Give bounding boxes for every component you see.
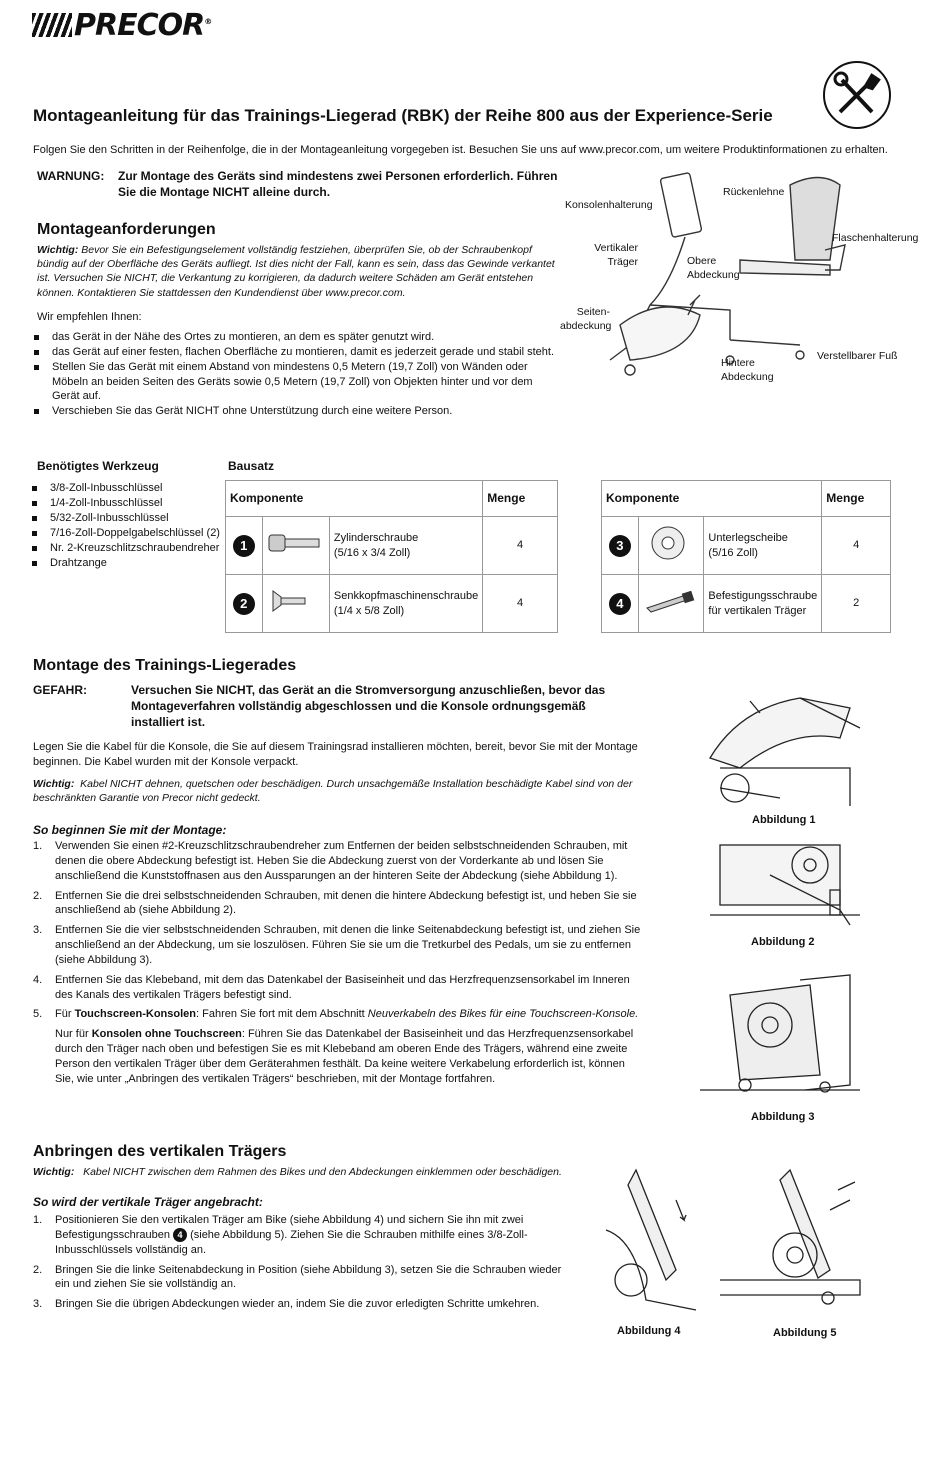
step-item [33, 1263, 578, 1293]
figure-5-caption: Abbildung 5 [773, 1327, 837, 1339]
figure-1-caption: Abbildung 1 [752, 814, 816, 826]
assembly-important [33, 777, 653, 805]
label-line: Obere [687, 255, 717, 267]
step-item [33, 923, 643, 968]
step-link-italic: Neuverkabeln des Bikes für eine Touchscreen-Konsole. [367, 1008, 639, 1021]
label-bottle-holder: Flaschenhalterung [832, 232, 919, 244]
step-text: (siehe Abbildung 5). Ziehen Sie die Schrauben mithilfe eines 3/8-Zoll-Inbusschlüssels vollständig an. [55, 1228, 528, 1256]
part-size: (1/4 x 5/8 Zoll) [333, 604, 405, 617]
important-text: Kabel NICHT zwischen dem Rahmen des Bikes und den Abdeckungen einklemmen oder beschädigen. [83, 1166, 562, 1178]
label-line: Abdeckung [687, 269, 740, 282]
step-item [33, 973, 643, 1003]
label-side-cover [560, 305, 610, 333]
requirements-important [37, 243, 557, 300]
figure-3-illustration [700, 965, 860, 1095]
assembly-para: Legen Sie die Kabel für die Konsole, die Sie auf diesem Trainingsrad installieren möchten, bereit, bevor Sie mit der Montage beginnen. Die Kabel wurden mit der Konsole verpackt. [33, 741, 638, 768]
step-text: : Fahren Sie fort mit dem Abschnitt [196, 1008, 368, 1021]
list-item: 5/32-Zoll-Inbusschlüssel [30, 511, 230, 526]
list-item: 7/16-Zoll-Doppelgabelschlüssel (2) [30, 526, 230, 541]
kit-table-right [601, 480, 891, 633]
list-item: das Gerät auf einer festen, flachen Oberfläche zu montieren, damit es jederzeit gerade und stabil steht. [32, 345, 560, 360]
figure-3-caption: Abbildung 3 [751, 1111, 815, 1123]
label-line: abdeckung [560, 320, 612, 333]
part-number: 2 [233, 593, 255, 615]
part-number: 1 [233, 535, 255, 557]
part-size: für vertikalen Träger [708, 604, 807, 617]
label-console-mount: Konsolenhalterung [565, 199, 653, 211]
figure-4-illustration [606, 1170, 696, 1315]
warning-text: Zur Montage des Geräts sind mindestens zwei Personen erforderlich. Führen Sie die Montage NICHT alleine durch. [118, 169, 558, 200]
part-number: 3 [609, 535, 631, 557]
list-item: 3/8-Zoll-Inbusschlüssel [30, 481, 230, 496]
important-text: Kabel NICHT dehnen, quetschen oder beschädigen. Durch unsachgemäße Installation beschädigte Kabel sind von der beschränkten Garantie von Precor nicht gedeckt. [33, 778, 633, 805]
precor-logo: PRECOR® [32, 6, 211, 47]
col-qty: Menge [822, 481, 891, 517]
step-item [33, 889, 643, 919]
tools-list [30, 481, 230, 571]
attach-heading: Anbringen des vertikalen Trägers [33, 1143, 287, 1160]
attach-steps [33, 1213, 578, 1317]
recommend-list [32, 330, 560, 419]
tools-heading: Benötigtes Werkzeug [37, 459, 159, 473]
figure-1-illustration [700, 688, 860, 808]
danger-text: Versuchen Sie NICHT, das Gerät an die Stromversorgung anzuschließen, bevor das Montageverfahren vollständig abgeschlossen und die Konsole ordnungsgemäß installiert ist. [131, 683, 606, 730]
list-item: das Gerät in der Nähe des Ortes zu montieren, an dem es später genutzt wird. [32, 330, 560, 345]
mounting-bolt-icon [643, 586, 699, 616]
logo-stripes-icon [32, 13, 72, 37]
assembly-steps [33, 839, 643, 1092]
step-item [33, 1213, 578, 1258]
kit-heading: Bausatz [228, 459, 275, 473]
step-text: Entfernen Sie die drei selbstschneidenden Schrauben, mit denen die hintere Abdeckung befestigt ist, und heben Sie sie anschließend ab (siehe Abbildung 2). [55, 889, 637, 917]
step-text: Bringen Sie die linke Seitenabdeckung in Position (siehe Abbildung 3), setzen Sie die Schrauben wieder ein und ziehen Sie sie vollständig an. [55, 1263, 562, 1291]
step-number: 1. [33, 1214, 43, 1226]
step-number: 2. [33, 889, 43, 902]
col-qty: Menge [483, 481, 558, 517]
part-name: Unterlegscheibe [708, 531, 788, 544]
warning-label: WARNUNG: [37, 169, 105, 183]
step-text: Positionieren Sie den vertikalen Träger am Bike (siehe Abbildung 4) und sichern Sie ihn mit zwei Befestigungsschrauben [55, 1214, 524, 1241]
assembly-heading: Montage des Trainings-Liegerades [33, 657, 297, 674]
attach-important [33, 1165, 633, 1179]
label-rear-cover [721, 356, 774, 384]
list-item: Drahtzange [30, 556, 230, 571]
step-subpara [55, 1027, 643, 1086]
part-name: Zylinderschraube [333, 531, 419, 544]
step-text: Entfernen Sie das Klebeband, mit dem das Datenkabel der Basiseinheit und das Herzfrequenzsensorkabel im Inneren des Kanals des vertikalen Trägers befestigt sind. [55, 973, 630, 1001]
flat-head-screw-icon [267, 589, 323, 613]
part-size: (5/16 Zoll) [708, 546, 758, 559]
important-label: Wichtig: [37, 244, 79, 256]
intro-text: Folgen Sie den Schritten in der Reihenfolge, die in der Montageanleitung vorgegeben ist. Besuchen Sie uns auf www.precor.com, um weitere Produktinformationen zu erhalten. [33, 144, 888, 156]
step-text: Entfernen Sie die vier selbstschneidenden Schrauben, mit denen die linke Seitenabdeckung befestigt ist, und ziehen Sie anschließend an der Abdeckung, um sie loszulösen. Führen Sie sie um die Tretkurbel des Pedals, um sie zu entfernen (siehe Abbildung 3). [55, 924, 641, 966]
logo-text: PRECOR [74, 8, 205, 43]
part-name: Senkkopfmaschinenschraube [333, 589, 479, 602]
step-text: Verwenden Sie einen #2-Kreuzschlitzschraubendreher zum Entfernen der beiden selbstschneidenden Schrauben, mit denen die obere Abdeckung befestigt ist. Heben Sie die Abdeckung zuerst von der Vorderkante ab und lösen Sie anschließend die Kunststoffnasen aus den Aussparungen an der hinteren Seite der Abdeckung (siehe Abbildung 1). [55, 840, 628, 882]
important-label: Wichtig: [33, 1166, 75, 1178]
step-number: 2. [33, 1263, 43, 1276]
requirements-heading: Montageanforderungen [37, 221, 216, 238]
figure-2-illustration [700, 835, 860, 930]
label-vertical-support [594, 241, 638, 269]
step-text-bold: Konsolen ohne Touchscreen [91, 1028, 242, 1041]
danger-label: GEFAHR: [33, 683, 87, 697]
label-leveling-foot: Verstellbarer Fuß [817, 350, 898, 362]
table-row [226, 575, 558, 633]
step-text: Nur für [55, 1028, 92, 1041]
cap-screw-icon [267, 531, 323, 555]
label-line: Seiten- [576, 306, 610, 318]
table-row [226, 517, 558, 575]
part-qty: 4 [483, 575, 558, 633]
step-number: 5. [33, 1008, 43, 1021]
kit-table-left [225, 480, 558, 633]
step-item [33, 1007, 643, 1086]
list-item: Nr. 2-Kreuzschlitzschraubendreher [30, 541, 230, 556]
label-line: Hintere [721, 357, 755, 369]
figure-4-caption: Abbildung 4 [617, 1325, 681, 1337]
step-number: 1. [33, 840, 43, 852]
part-name: Befestigungsschraube [708, 589, 818, 602]
step-item [33, 839, 643, 884]
part-size: (5/16 x 3/4 Zoll) [333, 546, 411, 559]
list-item: Verschieben Sie das Gerät NICHT ohne Unterstützung durch eine weitere Person. [32, 404, 560, 419]
list-item: 1/4-Zoll-Inbusschlüssel [30, 496, 230, 511]
step-number: 4. [33, 973, 43, 986]
list-item: Stellen Sie das Gerät mit einem Abstand von mindestens 0,5 Metern (19,7 Zoll) von Wänden oder Möbeln an beiden Seiten des Geräts sowie 0,5 Metern (19,7 Zoll) von Objekten hinter und vor dem Gerät auf. [32, 360, 560, 405]
figure-5-illustration [720, 1170, 860, 1315]
washer-icon [643, 523, 693, 563]
label-backrest: Rückenlehne [723, 186, 785, 198]
part-qty: 4 [483, 517, 558, 575]
step-text: Bringen Sie die übrigen Abdeckungen wieder an, indem Sie die zuvor erledigten Schritte umkehren. [55, 1298, 540, 1311]
label-line: Abdeckung [721, 371, 774, 384]
step-number: 3. [33, 1298, 43, 1311]
step-text: : Führen Sie das Datenkabel der Basiseinheit und das Herzfrequenzsensorkabel durch den Träger nach oben und befestigen Sie es mit Klebeband am oberen Ende des Trägers, während eine zweite Person den vertikalen Träger über dem Geräterahmen festhält. Da keine weitere Verkabelung erforderlich ist, können Sie, wie unter „Anbringen des vertikalen Trägers“ beschrieben, mit der Montage fortfahren. [55, 1028, 634, 1085]
part-number: 4 [609, 593, 631, 615]
label-line: Vertikaler [594, 242, 638, 254]
assembly-subheading: So beginnen Sie mit der Montage: [33, 823, 227, 837]
step-text-bold: Touchscreen-Konsolen [74, 1008, 196, 1021]
recommend-text: Wir empfehlen Ihnen: [37, 311, 142, 323]
step-text: Für [55, 1008, 75, 1021]
part-qty: 4 [822, 517, 891, 575]
attach-subheading: So wird der vertikale Träger angebracht: [33, 1195, 263, 1209]
part-4-badge: 4 [173, 1228, 187, 1242]
page-title: Montageanleitung für das Trainings-Liegerad (RBK) der Reihe 800 aus der Experience-Serie [33, 106, 773, 125]
part-qty: 2 [822, 575, 891, 633]
step-item [33, 1297, 578, 1312]
step-number: 3. [33, 924, 43, 937]
label-upper-cover [687, 254, 740, 282]
figure-2-caption: Abbildung 2 [751, 936, 815, 948]
important-label: Wichtig: [33, 778, 75, 790]
col-component: Komponente [602, 481, 822, 517]
important-text: Bevor Sie ein Befestigungselement vollständig festziehen, überprüfen Sie, ob der Schraubenkopf bündig auf der Oberfläche des Geräts aufliegt. Ist dies nicht der Fall, kann es sein, dass das Gewinde verkantet ist. Versuchen Sie NICHT, die Verkantung zu korrigieren, da dadurch weitere Schäden am Gerät entstehen können. Kontaktieren Sie stattdessen den Kundendienst über www.precor.com. [37, 244, 555, 299]
col-component: Komponente [226, 481, 483, 517]
label-line: Träger [607, 256, 638, 269]
table-row [602, 575, 891, 633]
table-row [602, 517, 891, 575]
